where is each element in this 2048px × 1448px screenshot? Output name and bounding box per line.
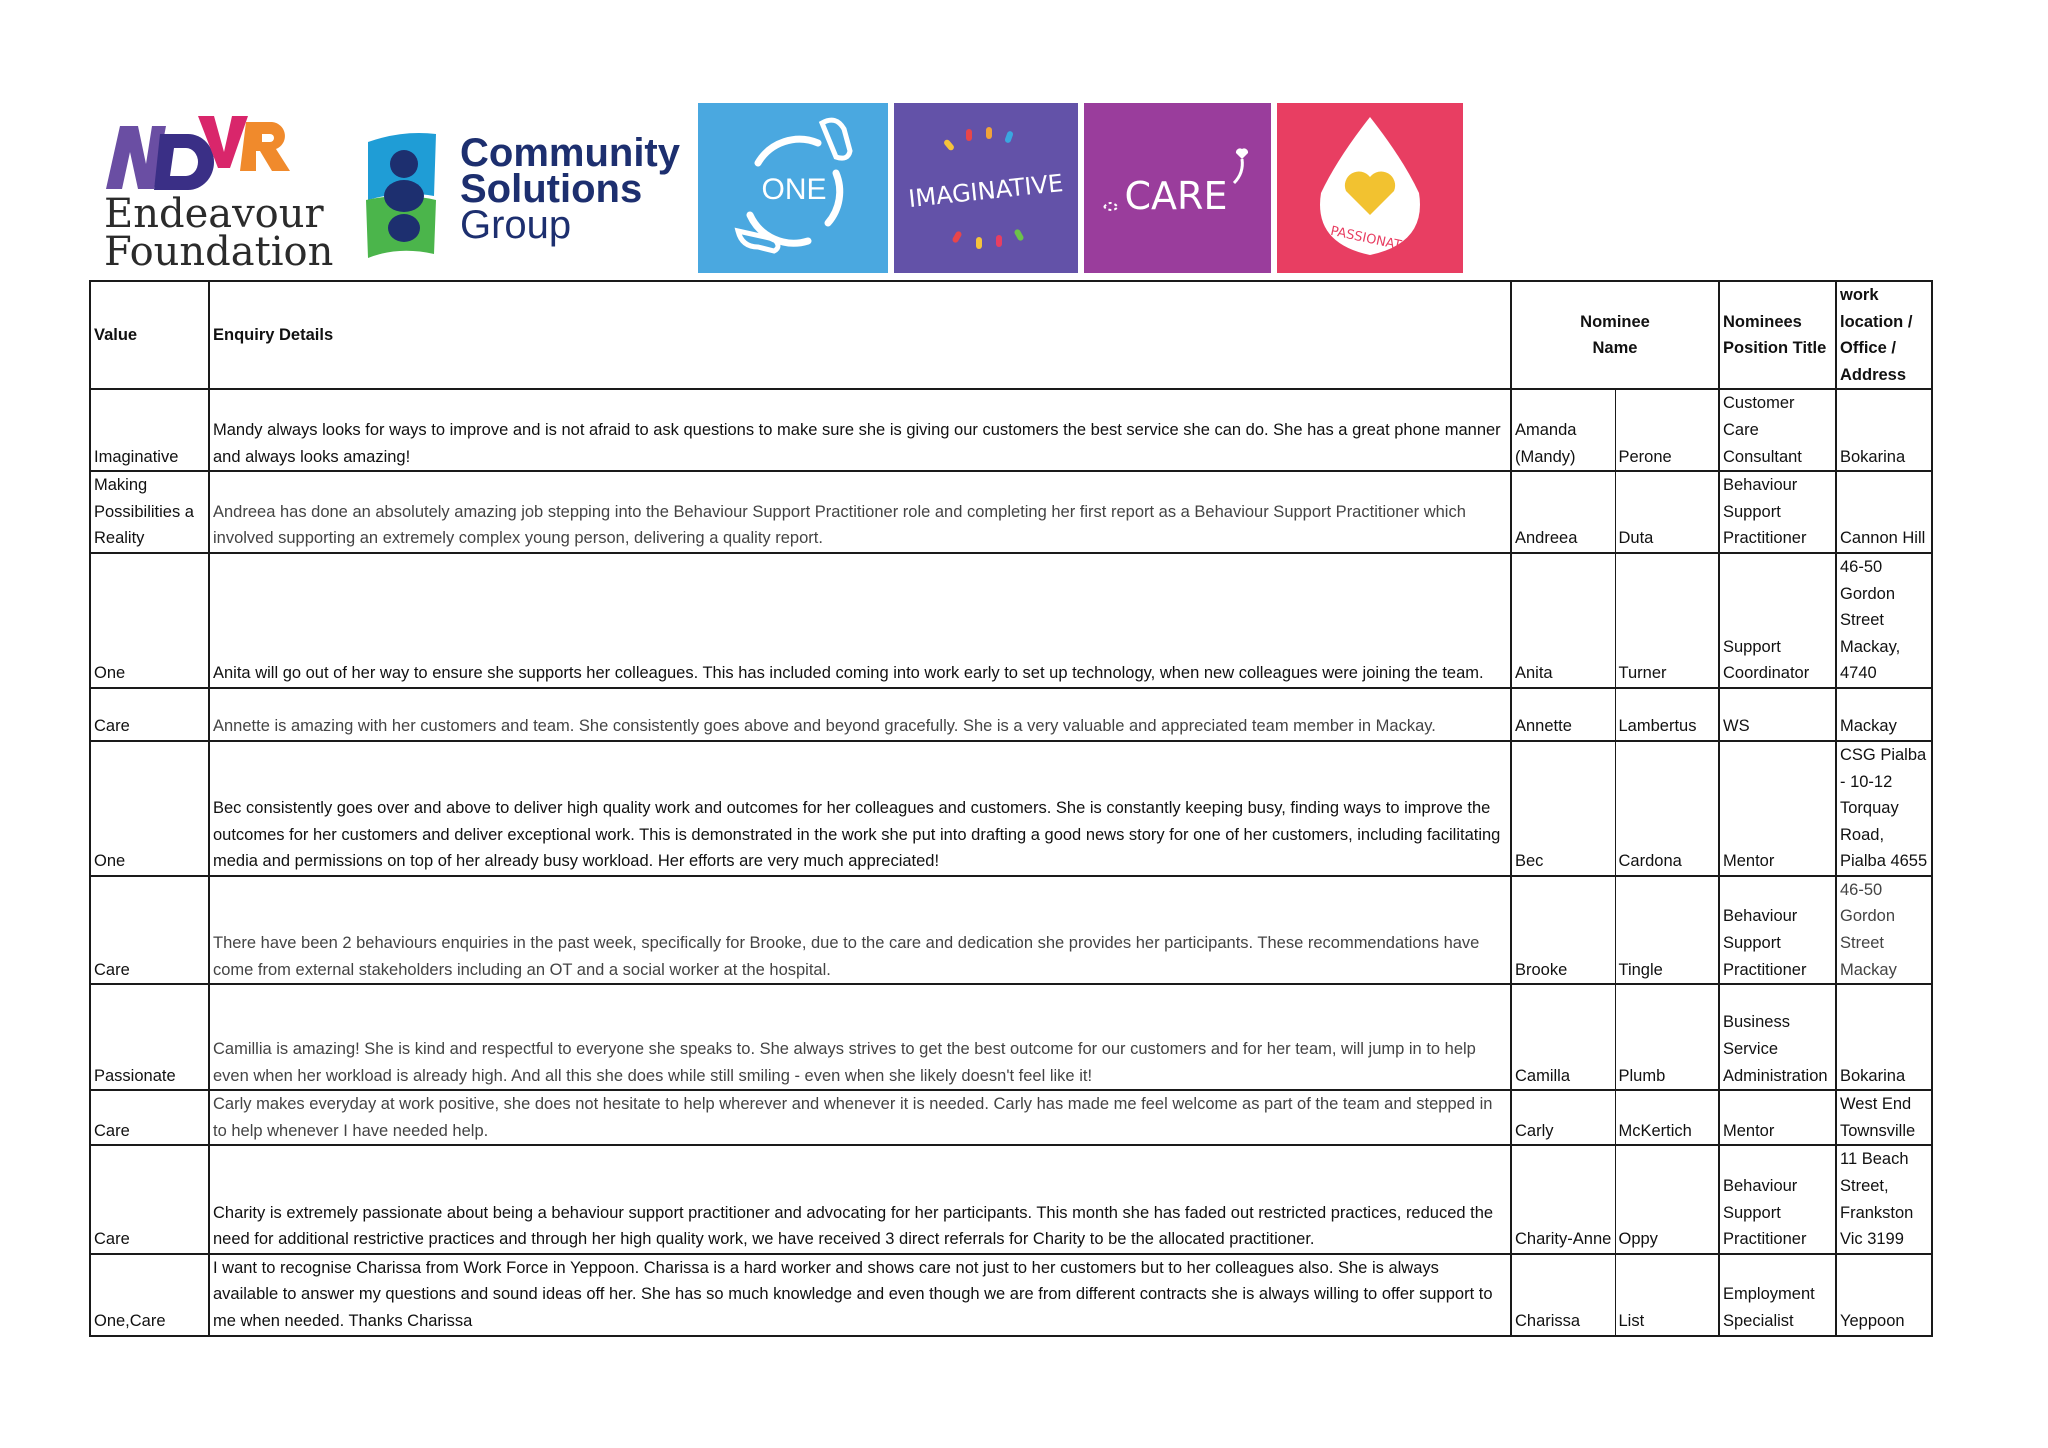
imaginative-sparks-icon xyxy=(894,103,1078,273)
cell-location: 46-50 Gordon Street Mackay, 4740 xyxy=(1836,553,1932,688)
cell-location: Bokarina xyxy=(1836,984,1932,1090)
cell-value: Care xyxy=(90,876,209,984)
table-row xyxy=(90,876,1932,984)
header-position-title: Nominees Position Title xyxy=(1719,281,1836,389)
tile-label-care: CARE xyxy=(1124,174,1228,218)
nominations-table xyxy=(89,280,1933,1337)
cell-value: One xyxy=(90,553,209,688)
logo-text-group: Group xyxy=(460,203,572,247)
cell-location: 46-50 Gordon Street Mackay xyxy=(1836,876,1932,984)
cell-location: Cannon Hill xyxy=(1836,471,1932,553)
cell-details: Charity is extremely passionate about being a behaviour support practitioner and advocating for her participants. This month she has faded out restricted practices, reduced the need for additional restrictive practices and through her high quality work, we have received 3 direct referrals for Charity to be the allocated practitioner. xyxy=(209,1145,1511,1253)
cell-last-name: Duta xyxy=(1615,471,1719,553)
table-header-row xyxy=(90,281,1932,389)
header-work-location: work location / Office / Address xyxy=(1836,281,1932,389)
one-hands-icon xyxy=(698,103,888,273)
cell-first-name: Anita xyxy=(1511,553,1615,688)
cell-location: CSG Pialba - 10-12 Torquay Road, Pialba 4655 xyxy=(1836,741,1932,876)
cell-last-name: Cardona xyxy=(1615,741,1719,876)
logo-text-endeavour: Endeavour xyxy=(104,191,324,237)
logo-text-community: Community xyxy=(460,131,680,175)
cell-position: Business Service Administration xyxy=(1719,984,1836,1090)
cell-last-name: Perone xyxy=(1615,389,1719,471)
cell-details: I want to recognise Charissa from Work Force in Yeppoon. Charissa is a hard worker and shows care not just to her customers but to her colleagues also. She is always available to answer my questions and sound ideas off her. She has so much knowledge and even though we are from different contracts she is always willing to offer support to me when needed. Thanks Charissa xyxy=(209,1254,1511,1336)
tile-label-passionate: PASSIONATE xyxy=(1329,223,1411,256)
cell-location: West End Townsville xyxy=(1836,1090,1932,1145)
cell-last-name: Plumb xyxy=(1615,984,1719,1090)
cell-location: Bokarina xyxy=(1836,389,1932,471)
cell-last-name: Lambertus xyxy=(1615,688,1719,741)
table-row xyxy=(90,471,1932,553)
cell-position: Mentor xyxy=(1719,741,1836,876)
cell-value: Imaginative xyxy=(90,389,209,471)
cell-position: Mentor xyxy=(1719,1090,1836,1145)
cell-value: Care xyxy=(90,1145,209,1253)
cell-position: Behaviour Support Practitioner xyxy=(1719,471,1836,553)
care-heart-icon xyxy=(1084,103,1271,273)
table-row xyxy=(90,1090,1932,1145)
cell-first-name: Brooke xyxy=(1511,876,1615,984)
table-row xyxy=(90,1145,1932,1253)
value-tile-one xyxy=(698,103,888,273)
cell-location: Mackay xyxy=(1836,688,1932,741)
header-value: Value xyxy=(90,281,209,389)
cell-first-name: Charity-Anne xyxy=(1511,1145,1615,1253)
cell-last-name: Oppy xyxy=(1615,1145,1719,1253)
cell-last-name: McKertich xyxy=(1615,1090,1719,1145)
cell-details: Annette is amazing with her customers and team. She consistently goes above and beyond gracefully. She is a very valuable and appreciated team member in Mackay. xyxy=(209,688,1511,741)
cell-position: Behaviour Support Practitioner xyxy=(1719,1145,1836,1253)
value-tile-imaginative xyxy=(894,103,1078,273)
table-row xyxy=(90,553,1932,688)
cell-value: One xyxy=(90,741,209,876)
cell-first-name: Andreea xyxy=(1511,471,1615,553)
cell-last-name: Tingle xyxy=(1615,876,1719,984)
table-row xyxy=(90,389,1932,471)
cell-position: WS xyxy=(1719,688,1836,741)
logo-text-foundation: Foundation xyxy=(104,229,334,275)
cell-first-name: Carly xyxy=(1511,1090,1615,1145)
cell-position: Employment Specialist xyxy=(1719,1254,1836,1336)
community-solutions-group-logo xyxy=(362,130,682,260)
cell-details: Camillia is amazing! She is kind and respectful to everyone she speaks to. She always strives to get the best outcome for our customers and for her team, will jump in to help even when her workload is already high. And all this she does while still smiling - even when she likely doesn't feel like it! xyxy=(209,984,1511,1090)
passionate-flame-icon xyxy=(1277,103,1463,273)
cell-details: There have been 2 behaviours enquiries in the past week, specifically for Brooke, due to the care and dedication she provides her participants. These recommendations have come from external stakeholders including an OT and a social worker at the hospital. xyxy=(209,876,1511,984)
cell-last-name: List xyxy=(1615,1254,1719,1336)
tile-label-one: ONE xyxy=(761,173,827,206)
header-enquiry-details: Enquiry Details xyxy=(209,281,1511,389)
cell-first-name: Amanda (Mandy) xyxy=(1511,389,1615,471)
cell-details: Mandy always looks for ways to improve and is not afraid to ask questions to make sure she is giving our customers the best service she can do. She has a great phone manner and always looks amazing! xyxy=(209,389,1511,471)
cell-value: One,Care xyxy=(90,1254,209,1336)
cell-value: Care xyxy=(90,688,209,741)
tile-label-imaginative: IMAGINATIVE xyxy=(907,168,1065,214)
cell-details: Bec consistently goes over and above to deliver high quality work and outcomes for her colleagues and customers. She is constantly keeping busy, finding ways to improve the outcomes for her customers and deliver exceptional work. This is demonstrated in the work she put into drafting a good news story for one of her customers, including facilitating media and permissions on top of her already busy workload. Her efforts are very much appreciated! xyxy=(209,741,1511,876)
logo-text-solutions: Solutions xyxy=(460,167,643,211)
value-tile-care xyxy=(1084,103,1271,273)
csg-figure-icon xyxy=(362,130,440,258)
cell-first-name: Annette xyxy=(1511,688,1615,741)
cell-location: 11 Beach Street, Frankston Vic 3199 xyxy=(1836,1145,1932,1253)
endeavour-foundation-logo xyxy=(100,104,334,275)
cell-position: Support Coordinator xyxy=(1719,553,1836,688)
table-row xyxy=(90,688,1932,741)
cell-details: Anita will go out of her way to ensure she supports her colleagues. This has included coming into work early to set up technology, when new colleagues were joining the team. xyxy=(209,553,1511,688)
cell-last-name: Turner xyxy=(1615,553,1719,688)
table-row xyxy=(90,1254,1932,1336)
cell-details: Andreea has done an absolutely amazing job stepping into the Behaviour Support Practitioner role and completing her first report as a Behaviour Support Practitioner which involved supporting an extremely complex young person, delivering a quality report. xyxy=(209,471,1511,553)
cell-value: Care xyxy=(90,1090,209,1145)
cell-location: Yeppoon xyxy=(1836,1254,1932,1336)
cell-first-name: Bec xyxy=(1511,741,1615,876)
ndvr-wordmark-graphic xyxy=(100,104,300,194)
cell-first-name: Camilla xyxy=(1511,984,1615,1090)
table-row xyxy=(90,984,1932,1090)
cell-details: Carly makes everyday at work positive, she does not hesitate to help wherever and whenever it is needed. Carly has made me feel welcome as part of the team and stepped in to help whenever I have needed help. xyxy=(209,1090,1511,1145)
table-row xyxy=(90,741,1932,876)
cell-value: Making Possibilities a Reality xyxy=(90,471,209,553)
header-nominee-name: Nominee Name xyxy=(1511,281,1719,389)
value-tile-passionate xyxy=(1277,103,1463,273)
cell-position: Customer Care Consultant xyxy=(1719,389,1836,471)
cell-value: Passionate xyxy=(90,984,209,1090)
cell-position: Behaviour Support Practitioner xyxy=(1719,876,1836,984)
cell-first-name: Charissa xyxy=(1511,1254,1615,1336)
